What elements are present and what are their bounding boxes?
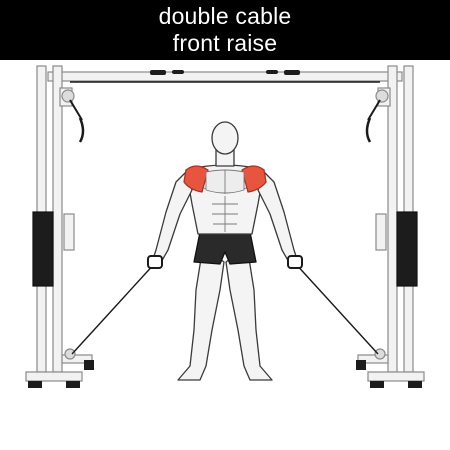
left-working-cable bbox=[72, 262, 156, 354]
head bbox=[212, 122, 238, 154]
right-working-cable bbox=[294, 262, 378, 354]
left-foot-pad-2 bbox=[66, 381, 80, 388]
right-upright-inner bbox=[388, 66, 397, 372]
title-line-1: double cable bbox=[158, 3, 292, 29]
right-top-pulley bbox=[376, 90, 388, 102]
left-top-pulley bbox=[62, 90, 74, 102]
right-foot-pad-3 bbox=[356, 360, 366, 370]
title-line-2: front raise bbox=[172, 30, 278, 56]
left-leg bbox=[178, 246, 224, 380]
right-foot-pad-1 bbox=[370, 381, 384, 388]
left-foot-pad-3 bbox=[84, 360, 94, 370]
right-handle bbox=[288, 256, 302, 268]
left-low-pulley bbox=[65, 349, 75, 359]
left-stack-guide bbox=[64, 214, 74, 250]
left-handle bbox=[148, 256, 162, 268]
shorts bbox=[194, 232, 256, 264]
right-stack-guide bbox=[376, 214, 386, 250]
right-weight-stack bbox=[397, 212, 417, 286]
right-arm bbox=[258, 172, 298, 264]
left-arm bbox=[152, 172, 192, 264]
right-base bbox=[368, 372, 424, 381]
left-upright-inner bbox=[53, 66, 62, 372]
left-foot-pad-1 bbox=[28, 381, 42, 388]
top-crossbar bbox=[48, 72, 402, 81]
left-base bbox=[26, 372, 82, 381]
athlete-figure bbox=[148, 122, 302, 380]
right-low-pulley bbox=[375, 349, 385, 359]
left-weight-stack bbox=[33, 212, 53, 286]
right-leg bbox=[226, 246, 272, 380]
right-foot-pad-2 bbox=[408, 381, 422, 388]
